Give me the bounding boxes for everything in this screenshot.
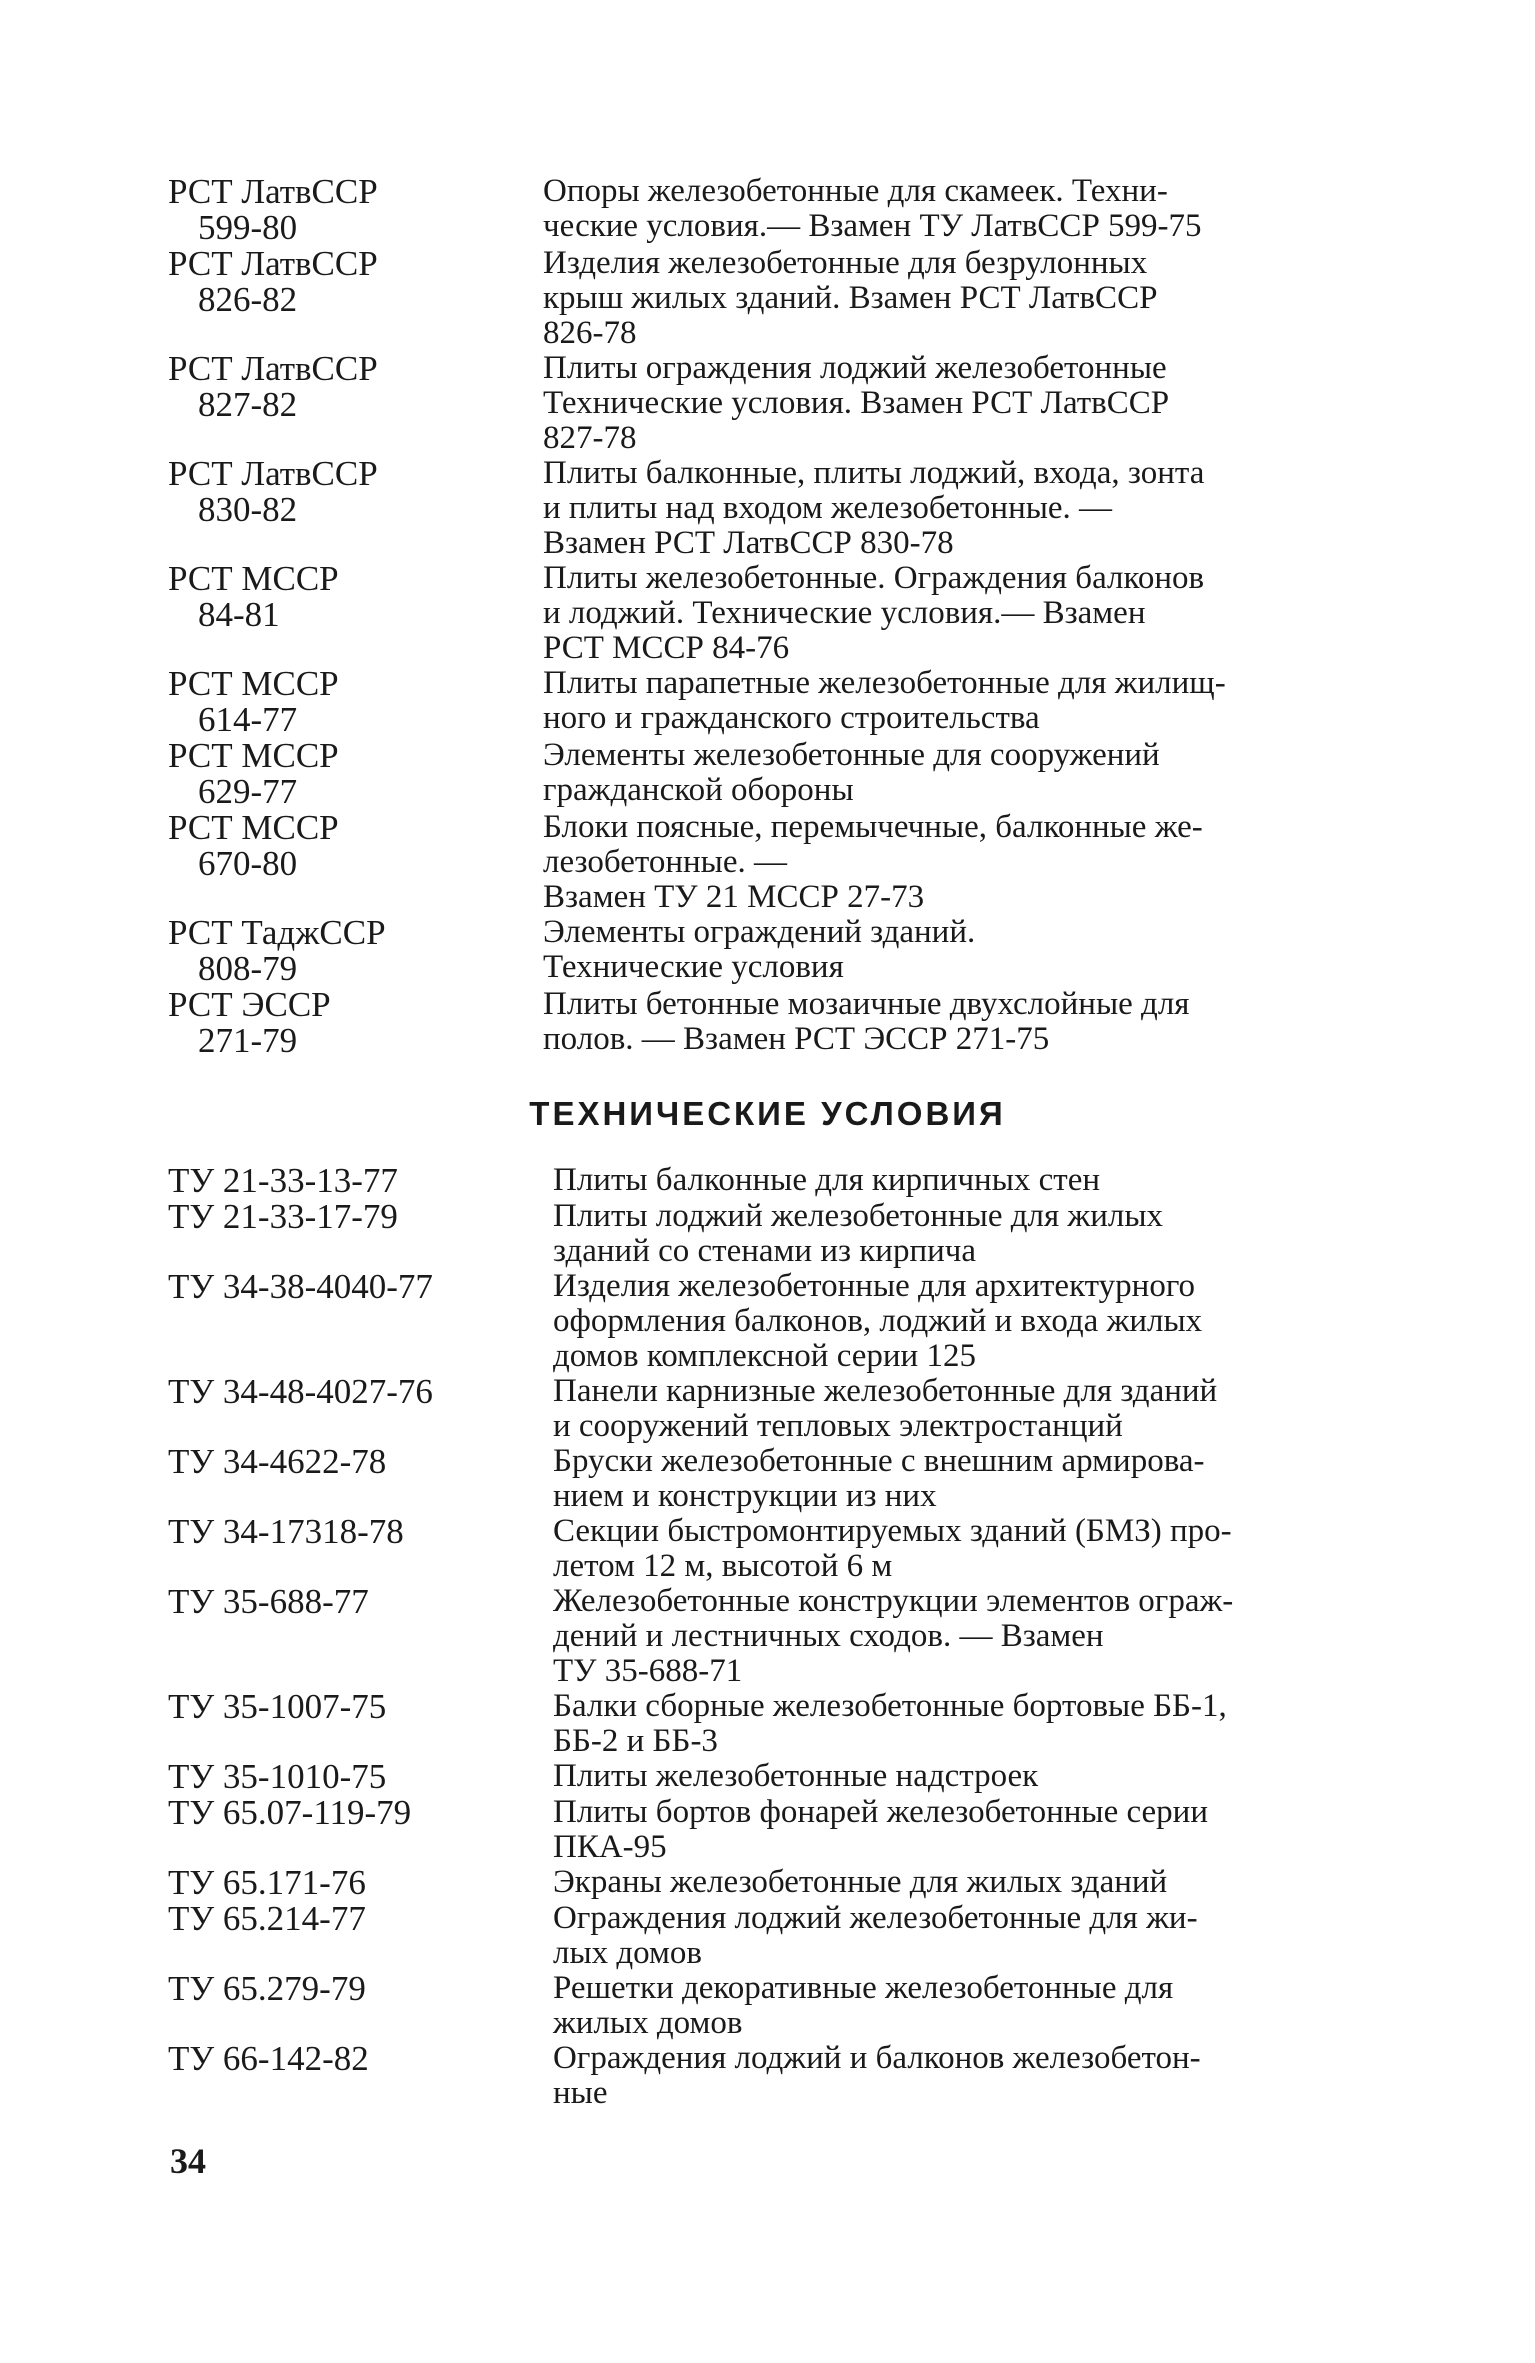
list-item	[168, 1795, 1358, 1865]
standard-description: Опоры железобетонные для скамеек. Техни- ческие условия.— Взамен ТУ ЛатвССР 599-75	[543, 173, 1202, 244]
standard-description: Плиты парапетные железобетонные для жилищ- ного и гражданского строительства	[543, 665, 1226, 736]
standard-code: РСТ ЛатвССР 826-82	[168, 244, 378, 319]
list-item	[168, 1199, 1358, 1269]
standard-description: Элементы ограждений зданий. Технические условия	[543, 914, 976, 985]
list-item	[168, 2041, 1358, 2111]
standard-code: ТУ 35-1010-75	[168, 1757, 387, 1796]
standard-code: РСТ ЛатвССР 599-80	[168, 172, 378, 247]
standard-code: ТУ 34-17318-78	[168, 1512, 404, 1551]
standard-code: ТУ 21-33-13-77	[168, 1161, 398, 1200]
standard-description: Плиты железобетонные надстроек	[553, 1758, 1039, 1794]
standard-code: РСТ ЭССР 271-79	[168, 985, 331, 1060]
standard-code: ТУ 65.171-76	[168, 1863, 366, 1902]
standard-code: РСТ ЛатвССР 830-82	[168, 454, 378, 529]
standard-description: Плиты бетонные мозаичные двухслойные для полов. — Взамен РСТ ЭССР 271-75	[543, 986, 1190, 1057]
list-item	[168, 1901, 1358, 1971]
list-item	[168, 810, 1358, 915]
list-item	[168, 1584, 1358, 1689]
standard-description: Плиты железобетонные. Ограждения балконов и лоджий. Технические условия.— Взамен РСТ МССР 84-76	[543, 560, 1205, 666]
standard-code: ТУ 66-142-82	[168, 2039, 369, 2078]
list-item	[168, 174, 1358, 246]
standard-code: РСТ МССР 614-77	[168, 664, 339, 739]
standard-description: Решетки декоративные железобетонные для жилых домов	[553, 1970, 1174, 2041]
standard-code: ТУ 21-33-17-79	[168, 1197, 398, 1236]
standard-description: Секции быстромонтируемых зданий (БМЗ) про- летом 12 м, высотой 6 м	[553, 1513, 1232, 1584]
standard-code: РСТ ТаджССР 808-79	[168, 913, 386, 988]
list-item	[168, 561, 1358, 666]
standard-description: Панели карнизные железобетонные для зданий и сооружений тепловых электростанций	[553, 1373, 1218, 1444]
list-item	[168, 915, 1358, 987]
standard-description: Плиты ограждения лоджий железобетонные Технические условия. Взамен РСТ ЛатвССР 827-78	[543, 350, 1170, 456]
standard-description: Балки сборные железобетонные бортовые ББ-1, ББ-2 и ББ-3	[553, 1688, 1227, 1759]
standard-description: Экраны железобетонные для жилых зданий	[553, 1864, 1168, 1900]
standard-description: Плиты балконные для кирпичных стен	[553, 1162, 1100, 1198]
standard-description: Изделия железобетонные для безрулонных крыш жилых зданий. Взамен РСТ ЛатвССР 826-78	[543, 245, 1158, 351]
standard-description: Плиты лоджий железобетонные для жилых зданий со стенами из кирпича	[553, 1198, 1164, 1269]
standard-description: Ограждения лоджий и балконов железобетон- ные	[553, 2040, 1201, 2111]
standard-code: ТУ 34-38-4040-77	[168, 1267, 433, 1306]
list-item	[168, 456, 1358, 561]
list-item	[168, 1865, 1358, 1901]
list-item	[168, 987, 1358, 1059]
standard-code: РСТ МССР 629-77	[168, 736, 339, 811]
standard-description: Элементы железобетонные для сооружений гражданской обороны	[543, 737, 1160, 808]
standard-code: ТУ 35-1007-75	[168, 1687, 387, 1726]
section-heading: ТЕХНИЧЕСКИЕ УСЛОВИЯ	[529, 1095, 1006, 1132]
standard-description: Блоки поясные, перемычечные, балконные же- лезобетонные. — Взамен ТУ 21 МССР 27-73	[543, 809, 1203, 915]
standard-description: Плиты бортов фонарей железобетонные серии ПКА-95	[553, 1794, 1208, 1865]
standard-code: ТУ 34-48-4027-76	[168, 1372, 433, 1411]
standard-code: РСТ МССР 84-81	[168, 559, 339, 634]
list-item	[168, 1971, 1358, 2041]
list-item	[168, 1444, 1358, 1514]
standard-code: ТУ 65.07-119-79	[168, 1793, 412, 1832]
standard-description: Ограждения лоджий железобетонные для жи- лых домов	[553, 1900, 1198, 1971]
rst-standards-list	[168, 174, 1358, 1059]
tu-standards-list	[168, 1163, 1358, 2111]
list-item	[168, 1759, 1358, 1795]
list-item	[168, 1514, 1358, 1584]
list-item	[168, 246, 1358, 351]
standard-code: ТУ 35-688-77	[168, 1582, 369, 1621]
standard-code: РСТ МССР 670-80	[168, 808, 339, 883]
list-item	[168, 1163, 1358, 1199]
standard-code: ТУ 65.279-79	[168, 1969, 366, 2008]
standard-description: Плиты балконные, плиты лоджий, входа, зонта и плиты над входом железобетонные. — Взамен РСТ ЛатвССР 830-78	[543, 455, 1205, 561]
standard-code: ТУ 34-4622-78	[168, 1442, 387, 1481]
list-item	[168, 351, 1358, 456]
list-item	[168, 1374, 1358, 1444]
standard-description: Бруски железобетонные с внешним армирова- нием и конструкции из них	[553, 1443, 1205, 1514]
standard-code: РСТ ЛатвССР 827-82	[168, 349, 378, 424]
standard-code: ТУ 65.214-77	[168, 1899, 366, 1938]
list-item	[168, 1269, 1358, 1374]
list-item	[168, 738, 1358, 810]
list-item	[168, 1689, 1358, 1759]
list-item	[168, 666, 1358, 738]
page-number: 34	[170, 2141, 206, 2181]
standard-description: Железобетонные конструкции элементов ограж- дений и лестничных сходов. — Взамен ТУ 35-688-71	[553, 1583, 1234, 1689]
standard-description: Изделия железобетонные для архитектурного оформления балконов, лоджий и входа жилых домов комплексной серии 125	[553, 1268, 1203, 1374]
